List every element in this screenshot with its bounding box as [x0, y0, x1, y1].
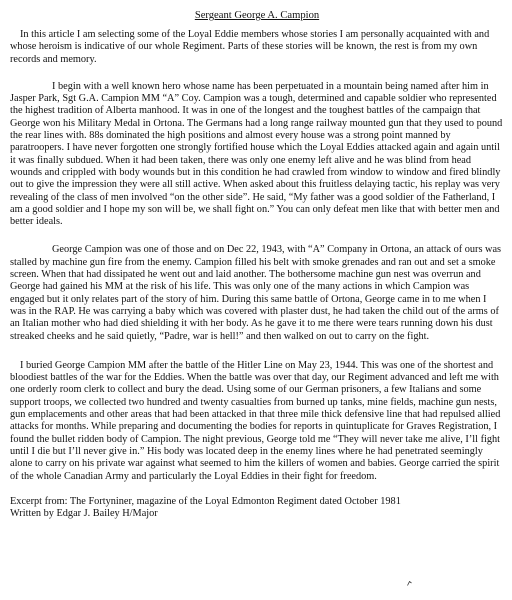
- paragraph-intro: In this article I am selecting some of the Loyal Eddie members whose stories I am personally acquainted with and whose heroism is indicative of our whole Regiment. Parts of these stories will be known, the rest is from my own records and memory.: [10, 29, 490, 65]
- document-title: Sergeant George A. Campion: [194, 10, 320, 21]
- paragraph-smoke-screen: George Campion was one of those and on Dec 22, 1943, with “A” Company in Ortona, an attack of ours was stalled by machine gun fire from the enemy. Campion filled his belt with smoke grenades and ran out and set a smoke screen. When that had dissipated he went out and laid another. The bothersome machine gun nest was overrun and George had gained his MM at the risk of his life. This was only one of the many actions in which Campion was engaged but it only relates part of the story of him. During this same battle of Ortona, George came in to me when I was in the RAP. He was carrying a baby which was covered with plaster dust, he had taken the child out of the arms of an Italian mother who had died shielding it with her body. As he gave it to me there were tears running down his dust streaked cheeks and he said quietly, “Padre, war is hell!” and then walked on out to carry on the fight.: [10, 244, 502, 342]
- paragraph-campion-ortona: I begin with a well known hero whose name has been perpetuated in a mountain being named after him in Jasper Park, Sgt G.A. Campion MM “A” Coy. Campion was a tough, determined and capable soldier who represented the highest tradition of Alberta manhood. It was in one of the longest and the toughest battles of the campaign that George won his Military Medal in Ortona. The Germans had a long range railway mounted gun that they used to pound the rear lines with. 88s dominated the high positions and almost every house was a strong point manned by paratroopers. I have never forgotten one strongly fortified house which the Loyal Eddies attacked again and again until it was finally subdued. When it had been taken, there was only one enemy left alive and he was blind from head wounds and crippled with body wounds but in this condition he had crawled from window to window and fired blindly out to give the impression they were all still active. When asked about this fruitless delaying tactic, his replay was very revealing of the class of men involved “on the other side”. He said, “My father was a good soldier of the Fatherland, I am a good soldier and I hope my son will be, we shall fight on.” You can only defeat men like that with better men and better ideals.: [10, 80, 503, 228]
- excerpt-source: Excerpt from: The Fortyniner, magazine of the Loyal Edmonton Regiment dated October 1981: [10, 495, 401, 507]
- author-line: Written by Edgar J. Bailey H/Major: [10, 508, 158, 520]
- stray-mark-icon: [407, 581, 412, 586]
- paragraph-hitler-line: I buried George Campion MM after the battle of the Hitler Line on May 23, 1944. This was one of the shortest and bloodiest battles of the war for the Eddies. When the battle was over that day, our Regiment advanced and left me with one orderly room clerk to collect and bury the dead. Using some of our German prisoners, a few Italians and some support troops, we collected two hundred and twenty casualties from burned up tanks, mine fields, machine gun nests, gun emplacements and other areas that had been attacked in that three mile thick defensive line that had repulsed allied attacks for months. While preparing and documenting the bodies for reports in quintuplicate for Graves Registration, I found the bullet ridden body of Campion. The night previous, George told me “They will never take me alive, I’ll fight until I die but I’ll never give in.” His body was located deep in the enemy lines where he had penetrated seemingly alone to carry on his private war against what seemed to him the killers of women and babies. George carried the spirit of the whole Canadian Army and particularly the Loyal Eddies in their fight for freedom.: [10, 359, 501, 482]
